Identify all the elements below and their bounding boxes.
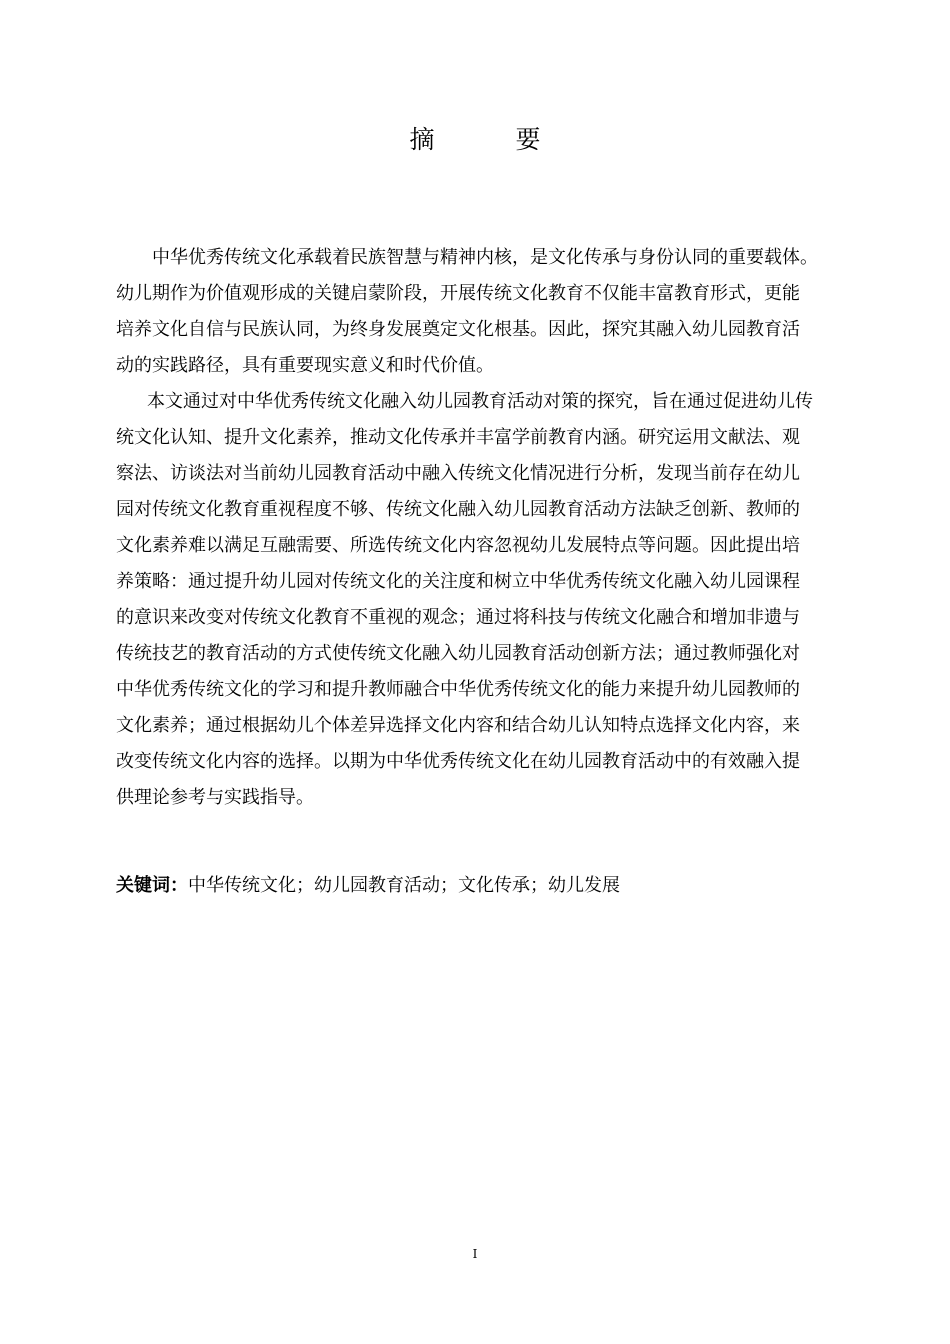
paragraph-line: 文化素养难以满足互融需要、所选传统文化内容忽视幼儿发展特点等问题。因此提出培 <box>116 535 800 556</box>
paragraph-line: 察法、访谈法对当前幼儿园教育活动中融入传统文化情况进行分析，发现当前存在幼儿 <box>116 463 800 484</box>
abstract-title: 摘 要 <box>409 125 569 154</box>
page-number: I <box>472 1247 478 1261</box>
paragraph-line: 文化素养；通过根据幼儿个体差异选择文化内容和结合幼儿认知特点选择文化内容，来 <box>116 715 800 736</box>
paragraph-line: 养策略：通过提升幼儿园对传统文化的关注度和树立中华优秀传统文化融入幼儿园课程 <box>116 571 800 592</box>
paragraph-line: 动的实践路径，具有重要现实意义和时代价值。 <box>116 355 494 376</box>
paragraph-line: 统文化认知、提升文化素养，推动文化传承并丰富学前教育内涵。研究运用文献法、观 <box>116 427 800 448</box>
paragraph-line: 培养文化自信与民族认同，为终身发展奠定文化根基。因此，探究其融入幼儿园教育活 <box>116 319 800 340</box>
abstract-paragraph-2 <box>116 384 850 816</box>
paragraph-line: 本文通过对中华优秀传统文化融入幼儿园教育活动对策的探究，旨在通过促进幼儿传 <box>147 391 813 412</box>
keywords-line <box>116 868 856 904</box>
paragraph-line: 中华优秀传统文化的学习和提升教师融合中华优秀传统文化的能力来提升幼儿园教师的 <box>116 679 800 700</box>
paragraph-line: 中华优秀传统文化承载着民族智慧与精神内核，是文化传承与身份认同的重要载体。 <box>152 247 818 268</box>
keywords-label: 关键词： <box>116 875 188 896</box>
abstract-paragraph-1 <box>116 240 850 384</box>
paragraph-line: 传统技艺的教育活动的方式使传统文化融入幼儿园教育活动创新方法；通过教师强化对 <box>116 643 800 664</box>
paragraph-line: 供理论参考与实践指导。 <box>116 787 314 808</box>
paragraph-line: 改变传统文化内容的选择。以期为中华优秀传统文化在幼儿园教育活动中的有效融入提 <box>116 751 800 772</box>
paragraph-line: 的意识来改变对传统文化教育不重视的观念；通过将科技与传统文化融合和增加非遗与 <box>116 607 800 628</box>
paragraph-line: 园对传统文化教育重视程度不够、传统文化融入幼儿园教育活动方法缺乏创新、教师的 <box>116 499 800 520</box>
keywords-text: 中华传统文化；幼儿园教育活动；文化传承；幼儿发展 <box>188 875 620 896</box>
paragraph-line: 幼儿期作为价值观形成的关键启蒙阶段，开展传统文化教育不仅能丰富教育形式，更能 <box>116 283 800 304</box>
